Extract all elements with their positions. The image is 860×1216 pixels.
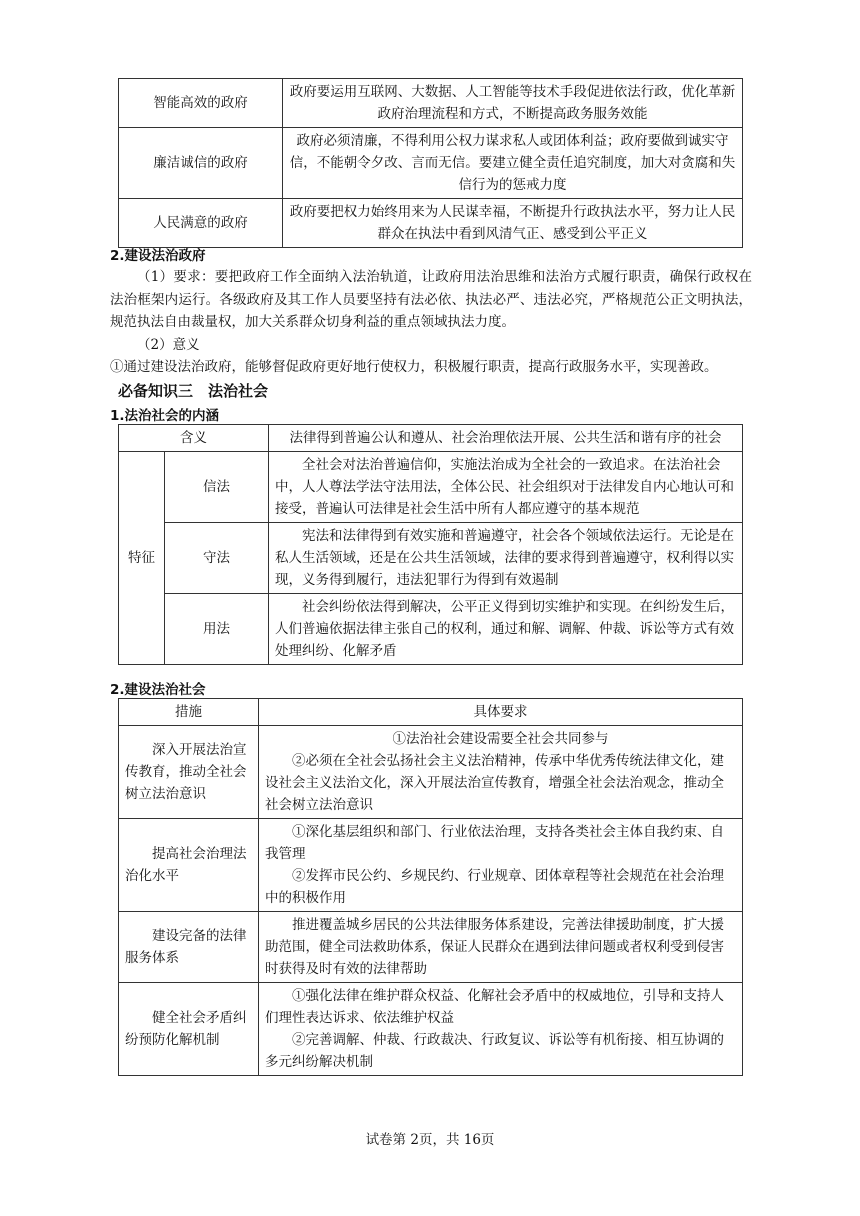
gov-type-name: 智能高效的政府	[119, 79, 283, 128]
table-row	[119, 425, 743, 452]
measure-cell: 深入开展法治宣传教育，推动全社会树立法治意识	[119, 726, 259, 819]
requirement-item: ②必须在全社会弘扬社会主义法治精神，传承中华优秀传统法律文化，建设社会主义法治文化，深入开展法治宣传教育，增强全社会法治观念，推动全社会树立法治意识	[265, 753, 724, 813]
significance-label: （2）意义	[137, 337, 200, 353]
section-heading: 2.建设法治政府	[110, 248, 206, 264]
gov-type-desc: 政府要把权力始终用来为人民谋幸福，不断提升行政执法水平，努力让人民群众在执法中看到风清气正、感受到公平正义	[283, 199, 743, 248]
requirement-cell	[259, 726, 743, 819]
gov-type-desc: 政府必须清廉，不得利用公权力谋求私人或团体利益；政府要做到诚实守信，不能朝令夕改、言而无信。要建立健全责任追究制度，加大对贪腐和失信行为的惩戒力度	[283, 128, 743, 199]
subsection-heading: 1.法治社会的内涵	[110, 408, 220, 424]
gov-type-desc: 政府要运用互联网、大数据、人工智能等技术手段促进依法行政，优化革新政府治理流程和方式，不断提高政务服务效能	[283, 79, 743, 128]
page-footer: 试卷第 2页，共 16页	[365, 1132, 495, 1148]
feature-name: 信法	[165, 452, 269, 523]
requirement-cell	[259, 912, 743, 983]
meaning-text: 法律得到普遍公认和遵从、社会治理依法开展、公共生活和谐有序的社会	[269, 425, 743, 452]
table-row	[119, 819, 743, 912]
header-requirement: 具体要求	[259, 699, 743, 726]
requirement-cell	[259, 819, 743, 912]
feature-label: 特征	[119, 452, 165, 665]
requirement-item: ①深化基层组织和部门、行业依法治理，支持各类社会主体自我约束、自我管理	[265, 824, 724, 862]
table-row	[119, 79, 743, 128]
table-header-row	[119, 699, 743, 726]
build-society-table	[118, 698, 743, 1076]
requirement-item: ②发挥市民公约、乡规民约、行业规章、团体章程等社会规范在社会治理中的积极作用	[265, 868, 724, 906]
significance-paragraph: ①通过建设法治政府，能够督促政府更好地行使权力，积极履行职责，提高行政服务水平，实现善政。	[110, 359, 718, 375]
measure-cell: 建设完备的法律服务体系	[119, 912, 259, 983]
requirement-item: ①强化法律在维护群众权益、化解社会矛盾中的权威地位，引导和支持人们理性表达诉求、依法维护权益	[265, 988, 724, 1026]
table-row	[119, 128, 743, 199]
table-row	[119, 726, 743, 819]
meaning-label: 含义	[119, 425, 269, 452]
government-types-table	[118, 78, 743, 248]
gov-type-name: 廉洁诚信的政府	[119, 128, 283, 199]
requirement-item: 推进覆盖城乡居民的公共法律服务体系建设，完善法律援助制度，扩大援助范围，健全司法救助体系，保证人民群众在遇到法律问题或者权利受到侵害时获得及时有效的法律帮助	[265, 917, 724, 977]
table-row	[119, 199, 743, 248]
requirement-item: ②完善调解、仲裁、行政裁决、行政复议、诉讼等有机衔接、相互协调的多元纠纷解决机制	[265, 1032, 724, 1070]
feature-text: 社会纠纷依法得到解决，公平正义得到切实维护和实现。在纠纷发生后，人们普遍依据法律主张自己的权利，通过和解、调解、仲裁、诉讼等方式有效处理纠纷、化解矛盾	[269, 594, 743, 665]
header-measure: 措施	[119, 699, 259, 726]
requirement-paragraph: （1）要求：要把政府工作全面纳入法治轨道，让政府用法治思维和法治方式履行职责，确保行政权在法治框架内运行。各级政府及其工作人员要坚持有法必依、执法必严、违法必究，严格规范公正文明执法，规范执法自由裁量权，加大关系群众切身利益的重点领域执法力度。	[110, 269, 752, 330]
feature-name: 守法	[165, 523, 269, 594]
feature-name: 用法	[165, 594, 269, 665]
gov-type-name: 人民满意的政府	[119, 199, 283, 248]
subsection-heading: 2.建设法治社会	[110, 682, 206, 698]
requirement-item: ①法治社会建设需要全社会共同参与	[392, 731, 609, 747]
requirement-cell	[259, 983, 743, 1076]
measure-cell: 提高社会治理法治化水平	[119, 819, 259, 912]
measure-cell: 健全社会矛盾纠纷预防化解机制	[119, 983, 259, 1076]
table-row	[119, 912, 743, 983]
table-row	[119, 452, 743, 523]
rule-of-law-society-table	[118, 424, 743, 665]
knowledge-title: 必备知识三 法治社会	[118, 382, 269, 400]
table-row	[119, 983, 743, 1076]
table-row	[119, 594, 743, 665]
feature-text: 宪法和法律得到有效实施和普遍遵守，社会各个领域依法运行。无论是在私人生活领域，还是在公共生活领域，法律的要求得到普遍遵守，权利得以实现，义务得到履行，违法犯罪行为得到有效遏制	[269, 523, 743, 594]
table-row	[119, 523, 743, 594]
feature-text: 全社会对法治普遍信仰，实施法治成为全社会的一致追求。在法治社会中，人人尊法学法守法用法，全体公民、社会组织对于法律发自内心地认可和接受，普遍认可法律是社会生活中所有人都应遵守的基本规范	[269, 452, 743, 523]
